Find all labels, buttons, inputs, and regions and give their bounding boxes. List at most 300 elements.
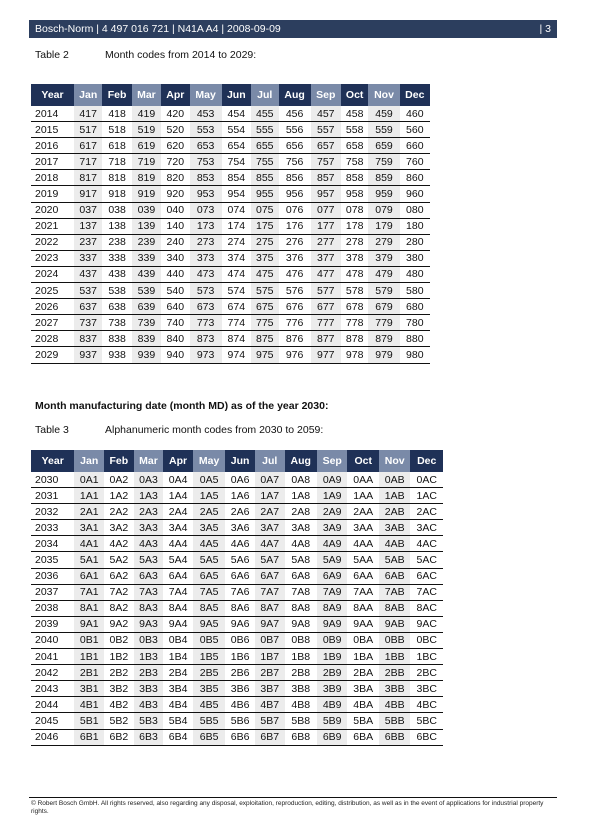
month-code-cell: 0B8 xyxy=(285,632,317,648)
table-row xyxy=(31,154,430,170)
month-code-cell: 757 xyxy=(311,154,341,170)
month-code-cell: 537 xyxy=(74,283,102,299)
month-code-cell: 917 xyxy=(74,186,102,202)
month-code-cell: 5A9 xyxy=(317,552,348,568)
month-code-cell: 173 xyxy=(190,218,222,234)
month-code-cell: 1A6 xyxy=(225,488,255,504)
table-row xyxy=(31,632,443,648)
month-code-cell: 9A2 xyxy=(104,616,134,632)
month-code-cell: 437 xyxy=(74,266,102,282)
month-code-cell: 480 xyxy=(400,266,430,282)
month-code-cell: 1B1 xyxy=(74,649,104,665)
month-code-cell: 2A3 xyxy=(134,504,164,520)
month-code-cell: 420 xyxy=(161,106,189,122)
month-code-cell: 478 xyxy=(341,266,369,282)
column-header-sep: Sep xyxy=(317,450,348,472)
month-code-cell: 876 xyxy=(279,331,311,347)
month-code-cell: 038 xyxy=(102,202,131,218)
month-code-cell: 1B6 xyxy=(225,649,255,665)
year-cell: 2043 xyxy=(31,681,74,697)
month-code-cell: 6AC xyxy=(410,568,443,584)
document-id: Bosch-Norm | 4 497 016 721 | N41A A4 | 2008-09-09 xyxy=(35,23,281,35)
month-code-cell: 073 xyxy=(190,202,222,218)
month-code-cell: 4B3 xyxy=(134,697,164,713)
month-code-cell: 9A7 xyxy=(255,616,285,632)
month-code-cell: 1BA xyxy=(347,649,378,665)
month-code-cell: 418 xyxy=(102,106,131,122)
month-code-cell: 2AB xyxy=(379,504,410,520)
month-code-cell: 656 xyxy=(279,138,311,154)
month-code-cell: 2A7 xyxy=(255,504,285,520)
month-code-cell: 975 xyxy=(251,347,279,363)
month-code-cell: 920 xyxy=(161,186,189,202)
column-header-mar: Mar xyxy=(132,84,161,106)
month-code-cell: 2BB xyxy=(379,665,410,681)
month-code-cell: 8A3 xyxy=(134,600,164,616)
table-row xyxy=(31,347,430,363)
month-code-cell: 3B6 xyxy=(225,681,255,697)
month-code-cell: 3A6 xyxy=(225,520,255,536)
month-code-cell: 517 xyxy=(74,122,102,138)
month-code-cell: 7A6 xyxy=(225,584,255,600)
month-code-cell: 680 xyxy=(400,299,430,315)
month-code-cell: 557 xyxy=(311,122,341,138)
month-codes-table-2030-2059 xyxy=(31,450,443,746)
month-code-cell: 1A3 xyxy=(134,488,164,504)
month-code-cell: 5BB xyxy=(379,713,410,729)
month-code-cell: 9A4 xyxy=(163,616,193,632)
month-code-cell: 580 xyxy=(400,283,430,299)
month-code-cell: 7A1 xyxy=(74,584,104,600)
month-code-cell: 775 xyxy=(251,315,279,331)
table-row xyxy=(31,170,430,186)
month-code-cell: 653 xyxy=(190,138,222,154)
month-code-cell: 477 xyxy=(311,266,341,282)
column-header-apr: Apr xyxy=(163,450,193,472)
month-code-cell: 6BA xyxy=(347,729,378,745)
month-code-cell: 776 xyxy=(279,315,311,331)
month-code-cell: 6B1 xyxy=(74,729,104,745)
year-cell: 2042 xyxy=(31,665,74,681)
year-cell: 2040 xyxy=(31,632,74,648)
table-row xyxy=(31,713,443,729)
month-code-cell: 7A9 xyxy=(317,584,348,600)
year-cell: 2029 xyxy=(31,347,74,363)
month-code-cell: 760 xyxy=(400,154,430,170)
month-code-cell: 0B1 xyxy=(74,632,104,648)
month-code-cell: 4A7 xyxy=(255,536,285,552)
month-code-cell: 473 xyxy=(190,266,222,282)
year-cell: 2020 xyxy=(31,202,74,218)
month-code-cell: 2A2 xyxy=(104,504,134,520)
month-code-cell: 976 xyxy=(279,347,311,363)
month-code-cell: 0A9 xyxy=(317,472,348,488)
month-code-cell: 737 xyxy=(74,315,102,331)
table-row xyxy=(31,106,430,122)
month-code-cell: 554 xyxy=(222,122,251,138)
month-code-cell: 1A1 xyxy=(74,488,104,504)
month-code-cell: 3A8 xyxy=(285,520,317,536)
month-code-cell: 4B5 xyxy=(193,697,225,713)
month-code-cell: 977 xyxy=(311,347,341,363)
month-code-cell: 0B4 xyxy=(163,632,193,648)
month-codes-table-2014-2029 xyxy=(31,84,430,364)
month-code-cell: 177 xyxy=(311,218,341,234)
month-code-cell: 6A8 xyxy=(285,568,317,584)
month-code-cell: 674 xyxy=(222,299,251,315)
month-code-cell: 039 xyxy=(132,202,161,218)
month-code-cell: 079 xyxy=(368,202,399,218)
month-code-cell: 859 xyxy=(368,170,399,186)
month-code-cell: 1BC xyxy=(410,649,443,665)
month-code-cell: 837 xyxy=(74,331,102,347)
month-code-cell: 958 xyxy=(341,186,369,202)
month-code-cell: 338 xyxy=(102,250,131,266)
column-header-dec: Dec xyxy=(400,84,430,106)
month-code-cell: 7A3 xyxy=(134,584,164,600)
column-header-year: Year xyxy=(31,450,74,472)
year-cell: 2045 xyxy=(31,713,74,729)
month-code-cell: 474 xyxy=(222,266,251,282)
month-code-cell: 756 xyxy=(279,154,311,170)
month-code-cell: 8A1 xyxy=(74,600,104,616)
month-code-cell: 137 xyxy=(74,218,102,234)
month-code-cell: 3A5 xyxy=(193,520,225,536)
month-code-cell: 555 xyxy=(251,122,279,138)
month-code-cell: 978 xyxy=(341,347,369,363)
month-code-cell: 6B7 xyxy=(255,729,285,745)
month-code-cell: 820 xyxy=(161,170,189,186)
month-code-cell: 3A1 xyxy=(74,520,104,536)
table-row xyxy=(31,202,430,218)
month-code-cell: 817 xyxy=(74,170,102,186)
year-cell: 2015 xyxy=(31,122,74,138)
table-row xyxy=(31,299,430,315)
month-code-cell: 7AC xyxy=(410,584,443,600)
month-code-cell: 3A3 xyxy=(134,520,164,536)
month-code-cell: 5A2 xyxy=(104,552,134,568)
month-code-cell: 3AC xyxy=(410,520,443,536)
month-code-cell: 2B8 xyxy=(285,665,317,681)
month-code-cell: 4B6 xyxy=(225,697,255,713)
month-code-cell: 0B2 xyxy=(104,632,134,648)
month-code-cell: 376 xyxy=(279,250,311,266)
month-code-cell: 740 xyxy=(161,315,189,331)
month-code-cell: 179 xyxy=(368,218,399,234)
month-code-cell: 373 xyxy=(190,250,222,266)
month-code-cell: 1B5 xyxy=(193,649,225,665)
month-code-cell: 620 xyxy=(161,138,189,154)
month-code-cell: 939 xyxy=(132,347,161,363)
month-code-cell: 240 xyxy=(161,234,189,250)
month-code-cell: 676 xyxy=(279,299,311,315)
month-code-cell: 679 xyxy=(368,299,399,315)
month-code-cell: 076 xyxy=(279,202,311,218)
month-code-cell: 459 xyxy=(368,106,399,122)
month-code-cell: 439 xyxy=(132,266,161,282)
year-cell: 2046 xyxy=(31,729,74,745)
month-code-cell: 237 xyxy=(74,234,102,250)
month-code-cell: 4B2 xyxy=(104,697,134,713)
column-header-feb: Feb xyxy=(104,450,134,472)
month-code-cell: 5AB xyxy=(379,552,410,568)
month-code-cell: 0A5 xyxy=(193,472,225,488)
month-code-cell: 6A1 xyxy=(74,568,104,584)
month-code-cell: 637 xyxy=(74,299,102,315)
month-code-cell: 239 xyxy=(132,234,161,250)
month-code-cell: 178 xyxy=(341,218,369,234)
column-header-oct: Oct xyxy=(341,84,369,106)
month-code-cell: 280 xyxy=(400,234,430,250)
month-code-cell: 2A6 xyxy=(225,504,255,520)
table-row xyxy=(31,552,443,568)
month-code-cell: 518 xyxy=(102,122,131,138)
month-code-cell: 0B9 xyxy=(317,632,348,648)
month-code-cell: 9A6 xyxy=(225,616,255,632)
column-header-feb: Feb xyxy=(102,84,131,106)
month-code-cell: 5B4 xyxy=(163,713,193,729)
month-code-cell: 520 xyxy=(161,122,189,138)
month-code-cell: 573 xyxy=(190,283,222,299)
month-code-cell: 2B4 xyxy=(163,665,193,681)
month-code-cell: 455 xyxy=(251,106,279,122)
month-code-cell: 6B9 xyxy=(317,729,348,745)
month-code-cell: 479 xyxy=(368,266,399,282)
copyright-footer: © Robert Bosch GmbH. All rights reserved, also regarding any disposal, exploitation, reproduction, editing, distribution, as well as in the event of applications for industrial property rights. xyxy=(31,800,544,815)
year-cell: 2031 xyxy=(31,488,74,504)
month-code-cell: 4AA xyxy=(347,536,378,552)
month-code-cell: 0A3 xyxy=(134,472,164,488)
year-cell: 2037 xyxy=(31,584,74,600)
month-code-cell: 2A8 xyxy=(285,504,317,520)
month-code-cell: 0A1 xyxy=(74,472,104,488)
table-row xyxy=(31,520,443,536)
month-code-cell: 858 xyxy=(341,170,369,186)
month-code-cell: 9A5 xyxy=(193,616,225,632)
month-code-cell: 340 xyxy=(161,250,189,266)
month-code-cell: 4B7 xyxy=(255,697,285,713)
year-cell: 2032 xyxy=(31,504,74,520)
month-code-cell: 274 xyxy=(222,234,251,250)
month-code-cell: 8A8 xyxy=(285,600,317,616)
month-code-cell: 3B9 xyxy=(317,681,348,697)
month-code-cell: 457 xyxy=(311,106,341,122)
month-code-cell: 639 xyxy=(132,299,161,315)
month-code-cell: 378 xyxy=(341,250,369,266)
month-code-cell: 0B6 xyxy=(225,632,255,648)
month-code-cell: 3AB xyxy=(379,520,410,536)
month-code-cell: 075 xyxy=(251,202,279,218)
month-code-cell: 080 xyxy=(400,202,430,218)
table2-number: Table 2 xyxy=(35,49,69,61)
month-code-cell: 3A7 xyxy=(255,520,285,536)
month-code-cell: 460 xyxy=(400,106,430,122)
month-code-cell: 774 xyxy=(222,315,251,331)
month-code-cell: 556 xyxy=(279,122,311,138)
month-code-cell: 640 xyxy=(161,299,189,315)
month-code-cell: 839 xyxy=(132,331,161,347)
month-code-cell: 5B1 xyxy=(74,713,104,729)
month-code-cell: 2AA xyxy=(347,504,378,520)
month-code-cell: 2AC xyxy=(410,504,443,520)
month-code-cell: 576 xyxy=(279,283,311,299)
column-header-jun: Jun xyxy=(222,84,251,106)
month-code-cell: 3BC xyxy=(410,681,443,697)
month-code-cell: 6B6 xyxy=(225,729,255,745)
column-header-nov: Nov xyxy=(379,450,410,472)
month-code-cell: 919 xyxy=(132,186,161,202)
month-code-cell: 2A1 xyxy=(74,504,104,520)
month-code-cell: 938 xyxy=(102,347,131,363)
month-code-cell: 2B3 xyxy=(134,665,164,681)
month-code-cell: 619 xyxy=(132,138,161,154)
month-code-cell: 2B9 xyxy=(317,665,348,681)
month-code-cell: 1B7 xyxy=(255,649,285,665)
month-code-cell: 6A3 xyxy=(134,568,164,584)
month-code-cell: 037 xyxy=(74,202,102,218)
month-code-cell: 855 xyxy=(251,170,279,186)
month-code-cell: 6BC xyxy=(410,729,443,745)
month-code-cell: 4A6 xyxy=(225,536,255,552)
month-code-cell: 1AB xyxy=(379,488,410,504)
month-code-cell: 0A7 xyxy=(255,472,285,488)
month-code-cell: 560 xyxy=(400,122,430,138)
month-code-cell: 138 xyxy=(102,218,131,234)
year-cell: 2039 xyxy=(31,616,74,632)
table-row xyxy=(31,504,443,520)
month-code-cell: 659 xyxy=(368,138,399,154)
month-code-cell: 759 xyxy=(368,154,399,170)
month-code-cell: 7A8 xyxy=(285,584,317,600)
table2-title: Month codes from 2014 to 2029: xyxy=(105,49,257,61)
month-code-cell: 574 xyxy=(222,283,251,299)
page-header-bar xyxy=(29,20,557,38)
month-code-cell: 417 xyxy=(74,106,102,122)
month-code-cell: 2B1 xyxy=(74,665,104,681)
month-code-cell: 2B5 xyxy=(193,665,225,681)
month-code-cell: 1A7 xyxy=(255,488,285,504)
month-code-cell: 375 xyxy=(251,250,279,266)
month-code-cell: 4BA xyxy=(347,697,378,713)
month-code-cell: 475 xyxy=(251,266,279,282)
month-code-cell: 3B3 xyxy=(134,681,164,697)
month-code-cell: 3AA xyxy=(347,520,378,536)
month-code-cell: 5B3 xyxy=(134,713,164,729)
month-code-cell: 6B8 xyxy=(285,729,317,745)
month-code-cell: 6B4 xyxy=(163,729,193,745)
month-code-cell: 8A7 xyxy=(255,600,285,616)
month-code-cell: 3B7 xyxy=(255,681,285,697)
month-code-cell: 5A3 xyxy=(134,552,164,568)
month-code-cell: 2A5 xyxy=(193,504,225,520)
month-code-cell: 657 xyxy=(311,138,341,154)
month-code-cell: 1AC xyxy=(410,488,443,504)
month-code-cell: 238 xyxy=(102,234,131,250)
month-code-cell: 277 xyxy=(311,234,341,250)
month-code-cell: 5B6 xyxy=(225,713,255,729)
month-code-cell: 875 xyxy=(251,331,279,347)
month-code-cell: 9A9 xyxy=(317,616,348,632)
column-header-aug: Aug xyxy=(285,450,317,472)
column-header-nov: Nov xyxy=(368,84,399,106)
month-code-cell: 380 xyxy=(400,250,430,266)
month-code-cell: 638 xyxy=(102,299,131,315)
month-code-cell: 438 xyxy=(102,266,131,282)
month-code-cell: 0AA xyxy=(347,472,378,488)
month-code-cell: 3B1 xyxy=(74,681,104,697)
month-code-cell: 6A9 xyxy=(317,568,348,584)
year-cell: 2018 xyxy=(31,170,74,186)
month-code-cell: 419 xyxy=(132,106,161,122)
month-code-cell: 7A7 xyxy=(255,584,285,600)
year-cell: 2016 xyxy=(31,138,74,154)
column-header-jan: Jan xyxy=(74,84,102,106)
month-code-cell: 579 xyxy=(368,283,399,299)
year-cell: 2026 xyxy=(31,299,74,315)
table-row xyxy=(31,472,443,488)
month-code-cell: 8AB xyxy=(379,600,410,616)
month-code-cell: 1B8 xyxy=(285,649,317,665)
month-code-cell: 5BA xyxy=(347,713,378,729)
month-code-cell: 857 xyxy=(311,170,341,186)
month-code-cell: 7AB xyxy=(379,584,410,600)
month-code-cell: 618 xyxy=(102,138,131,154)
month-code-cell: 379 xyxy=(368,250,399,266)
month-code-cell: 0B3 xyxy=(134,632,164,648)
year-cell: 2033 xyxy=(31,520,74,536)
month-code-cell: 1AA xyxy=(347,488,378,504)
month-code-cell: 279 xyxy=(368,234,399,250)
month-code-cell: 1A2 xyxy=(104,488,134,504)
year-cell: 2028 xyxy=(31,331,74,347)
month-code-cell: 873 xyxy=(190,331,222,347)
month-code-cell: 0B7 xyxy=(255,632,285,648)
month-code-cell: 176 xyxy=(279,218,311,234)
year-cell: 2038 xyxy=(31,600,74,616)
month-code-cell: 953 xyxy=(190,186,222,202)
month-code-cell: 6B2 xyxy=(104,729,134,745)
month-code-cell: 4B1 xyxy=(74,697,104,713)
month-code-cell: 979 xyxy=(368,347,399,363)
table-row xyxy=(31,600,443,616)
year-cell: 2017 xyxy=(31,154,74,170)
table-row xyxy=(31,616,443,632)
month-code-cell: 6AB xyxy=(379,568,410,584)
table-row xyxy=(31,729,443,745)
column-header-apr: Apr xyxy=(161,84,189,106)
month-code-cell: 2B2 xyxy=(104,665,134,681)
month-code-cell: 6BB xyxy=(379,729,410,745)
month-code-cell: 0BC xyxy=(410,632,443,648)
month-code-cell: 278 xyxy=(341,234,369,250)
month-code-cell: 1A8 xyxy=(285,488,317,504)
month-code-cell: 617 xyxy=(74,138,102,154)
month-code-cell: 078 xyxy=(341,202,369,218)
year-cell: 2036 xyxy=(31,568,74,584)
table-row xyxy=(31,697,443,713)
month-code-cell: 4BC xyxy=(410,697,443,713)
month-code-cell: 4A5 xyxy=(193,536,225,552)
year-cell: 2025 xyxy=(31,283,74,299)
month-code-cell: 758 xyxy=(341,154,369,170)
month-code-cell: 540 xyxy=(161,283,189,299)
month-code-cell: 755 xyxy=(251,154,279,170)
month-code-cell: 819 xyxy=(132,170,161,186)
month-code-cell: 1B4 xyxy=(163,649,193,665)
month-code-cell: 3B2 xyxy=(104,681,134,697)
month-code-cell: 6A6 xyxy=(225,568,255,584)
month-code-cell: 779 xyxy=(368,315,399,331)
